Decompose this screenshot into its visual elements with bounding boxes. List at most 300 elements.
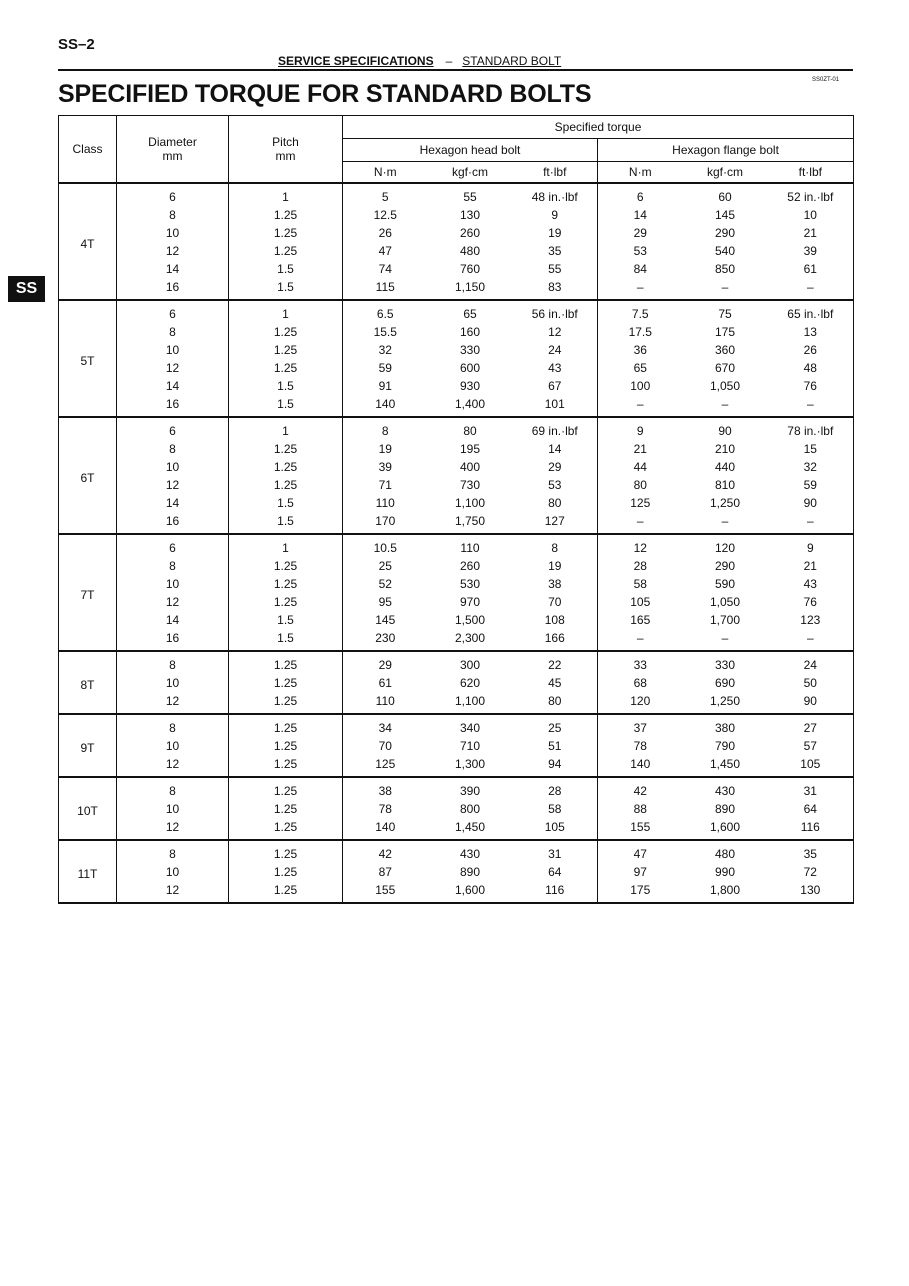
cell-head-nm: 52 [378,577,392,591]
cell-flange-kgfcm: 1,800 [709,883,741,897]
cell-head-ftlbf: 25 [513,714,598,737]
cell-flange-ftlbf: 61 [768,260,854,278]
cell-diameter: 16 [117,278,229,300]
cell-head-kgfcm: 1,100 [454,694,486,708]
table-row [59,714,854,737]
cell-pitch: 1 [229,534,343,557]
cell-head-kgfcm: 1,600 [454,883,486,897]
table-row [59,476,854,494]
cell-diameter: 16 [117,629,229,651]
cell-flange-nm: 88 [633,802,647,816]
cell-flange-ftlbf: 57 [768,737,854,755]
cell-flange-nm: 65 [633,361,647,375]
cell-diameter: 12 [117,818,229,840]
cell-flange-ftlbf: – [768,512,854,534]
class-group-8t [59,651,854,714]
cell-diameter: 6 [117,183,229,206]
cell-pitch: 1.5 [229,512,343,534]
cell-head-kgfcm: 55 [463,190,477,204]
cell-pitch: 1.25 [229,440,343,458]
class-cell: 7T [59,534,117,651]
cell-flange-kgfcm: 75 [718,307,732,321]
cell-head-kgfcm: 330 [459,343,481,357]
cell-pitch: 1.25 [229,593,343,611]
cell-diameter: 12 [117,593,229,611]
cell-head-kgfcm: 600 [459,361,481,375]
cell-flange-nm: 97 [633,865,647,879]
table-row [59,417,854,440]
cell-head-nm: 87 [378,865,392,879]
table-row [59,818,854,840]
cell-pitch: 1.25 [229,777,343,800]
cell-flange-nm: 125 [630,496,651,510]
cell-flange-nm: – [636,397,644,411]
cell-pitch: 1.25 [229,863,343,881]
cell-pitch: 1.25 [229,755,343,777]
cell-diameter: 8 [117,557,229,575]
header-rule [58,69,853,71]
cell-diameter: 10 [117,674,229,692]
cell-head-kgfcm: 160 [459,325,481,339]
header-class: Class [59,116,117,184]
cell-head-ftlbf: 22 [513,651,598,674]
cell-flange-kgfcm: 175 [714,325,736,339]
cell-flange-kgfcm: 120 [714,541,736,555]
cell-flange-ftlbf: 9 [768,534,854,557]
cell-head-nm: 47 [378,244,392,258]
cell-flange-ftlbf: – [768,629,854,651]
cell-head-kgfcm: 65 [463,307,477,321]
header-diameter-label: Diameter [148,135,197,149]
cell-head-nm: 70 [378,739,392,753]
cell-flange-nm: 53 [633,244,647,258]
cell-flange-kgfcm: 850 [714,262,736,276]
cell-flange-ftlbf: 35 [768,840,854,863]
cell-pitch: 1.25 [229,224,343,242]
cell-pitch: 1.5 [229,395,343,417]
cell-head-ftlbf: 166 [513,629,598,651]
cell-pitch: 1.25 [229,557,343,575]
cell-flange-kgfcm: 210 [714,442,736,456]
header-unit-nm-flange: N·m [628,165,652,179]
cell-head-ftlbf: 58 [513,800,598,818]
cell-flange-kgfcm: 145 [714,208,736,222]
cell-diameter: 16 [117,395,229,417]
table-row [59,458,854,476]
cell-diameter: 10 [117,575,229,593]
cell-flange-kgfcm: 990 [714,865,736,879]
cell-head-kgfcm: 1,500 [454,613,486,627]
cell-head-kgfcm: 340 [459,721,481,735]
cell-flange-kgfcm: 60 [718,190,732,204]
cell-pitch: 1.25 [229,651,343,674]
cell-pitch: 1.5 [229,377,343,395]
cell-flange-ftlbf: 78 in.·lbf [768,417,854,440]
table-row [59,395,854,417]
cell-head-kgfcm: 970 [459,595,481,609]
cell-flange-ftlbf: 27 [768,714,854,737]
cell-pitch: 1.5 [229,494,343,512]
cell-head-ftlbf: 55 [513,260,598,278]
cell-head-kgfcm: 2,300 [454,631,486,645]
cell-flange-kgfcm: – [721,280,729,294]
document-code: SS0ZT-01 [812,77,840,83]
cell-head-ftlbf: 64 [513,863,598,881]
cell-flange-ftlbf: 21 [768,224,854,242]
table-row [59,863,854,881]
cell-flange-kgfcm: 90 [718,424,732,438]
cell-flange-ftlbf: 105 [768,755,854,777]
cell-head-nm: 140 [375,397,396,411]
cell-flange-kgfcm: 1,600 [709,820,741,834]
cell-flange-kgfcm: 590 [714,577,736,591]
cell-head-ftlbf: 67 [513,377,598,395]
cell-flange-ftlbf: 48 [768,359,854,377]
cell-head-ftlbf: 127 [513,512,598,534]
cell-pitch: 1.5 [229,611,343,629]
header-separator: – [445,54,453,68]
cell-flange-ftlbf: – [768,278,854,300]
cell-flange-ftlbf: 43 [768,575,854,593]
cell-flange-nm: 100 [630,379,651,393]
cell-flange-nm: – [636,280,644,294]
cell-head-kgfcm: 130 [459,208,481,222]
table-row [59,359,854,377]
cell-head-nm: 12.5 [373,208,397,222]
cell-diameter: 8 [117,440,229,458]
table-row [59,323,854,341]
header-unit-ftlbf-flange: ft·lbf [768,162,854,184]
cell-flange-ftlbf: 64 [768,800,854,818]
class-group-7t [59,534,854,651]
cell-pitch: 1 [229,300,343,323]
subsection-title: STANDARD BOLT [462,54,562,68]
cell-flange-nm: 155 [630,820,651,834]
cell-head-kgfcm: 890 [459,865,481,879]
cell-diameter: 12 [117,692,229,714]
cell-diameter: 8 [117,323,229,341]
cell-diameter: 14 [117,494,229,512]
cell-head-ftlbf: 70 [513,593,598,611]
cell-flange-ftlbf: 76 [768,593,854,611]
cell-pitch: 1.25 [229,818,343,840]
cell-flange-kgfcm: 690 [714,676,736,690]
cell-pitch: 1.25 [229,881,343,903]
cell-head-ftlbf: 105 [513,818,598,840]
class-cell: 10T [59,777,117,840]
cell-head-kgfcm: 620 [459,676,481,690]
cell-flange-kgfcm: – [721,631,729,645]
cell-flange-nm: 21 [633,442,647,456]
cell-flange-kgfcm: 290 [714,226,736,240]
cell-flange-nm: 68 [633,676,647,690]
cell-head-kgfcm: 480 [459,244,481,258]
cell-head-kgfcm: 400 [459,460,481,474]
cell-pitch: 1.5 [229,629,343,651]
table-row [59,674,854,692]
cell-flange-ftlbf: 59 [768,476,854,494]
cell-pitch: 1.25 [229,458,343,476]
cell-flange-kgfcm: 1,250 [709,694,741,708]
cell-head-nm: 74 [378,262,392,276]
cell-head-nm: 8 [381,424,389,438]
header-specified-torque: Specified torque [343,116,854,139]
table-row [59,300,854,323]
header-pitch-unit: mm [275,149,296,163]
table-row [59,278,854,300]
cell-flange-ftlbf: 72 [768,863,854,881]
cell-flange-kgfcm: – [721,514,729,528]
cell-head-ftlbf: 19 [513,557,598,575]
cell-head-kgfcm: 1,300 [454,757,486,771]
cell-pitch: 1.25 [229,476,343,494]
header-diameter [117,116,229,184]
cell-diameter: 12 [117,242,229,260]
cell-head-nm: 32 [378,343,392,357]
class-cell: 8T [59,651,117,714]
cell-flange-ftlbf: 65 in.·lbf [768,300,854,323]
cell-flange-kgfcm: 290 [714,559,736,573]
cell-head-nm: 155 [375,883,396,897]
cell-head-ftlbf: 56 in.·lbf [513,300,598,323]
cell-pitch: 1.25 [229,714,343,737]
cell-diameter: 10 [117,800,229,818]
cell-head-kgfcm: 530 [459,577,481,591]
header-unit-kgfcm-flange: kgf·cm [707,165,743,179]
cell-head-nm: 95 [378,595,392,609]
cell-flange-nm: 12 [633,541,647,555]
cell-flange-nm: – [636,514,644,528]
table-row [59,611,854,629]
cell-head-kgfcm: 430 [459,847,481,861]
cell-flange-nm: 29 [633,226,647,240]
cell-flange-nm: 36 [633,343,647,357]
cell-head-nm: 6.5 [376,307,394,321]
cell-flange-nm: 14 [633,208,647,222]
table-row [59,377,854,395]
cell-pitch: 1.5 [229,260,343,278]
page-title: SPECIFIED TORQUE FOR STANDARD BOLTS [58,80,592,108]
table-row [59,575,854,593]
cell-flange-nm: 6 [636,190,644,204]
cell-head-kgfcm: 1,400 [454,397,486,411]
cell-flange-ftlbf: 90 [768,494,854,512]
cell-flange-ftlbf: 50 [768,674,854,692]
cell-flange-kgfcm: 360 [714,343,736,357]
cell-head-nm: 78 [378,802,392,816]
header-diameter-unit: mm [162,149,183,163]
cell-pitch: 1.25 [229,359,343,377]
class-group-11t [59,840,854,903]
cell-flange-kgfcm: 790 [714,739,736,753]
cell-diameter: 14 [117,260,229,278]
cell-flange-kgfcm: 540 [714,244,736,258]
cell-flange-ftlbf: 26 [768,341,854,359]
cell-flange-nm: 33 [633,658,647,672]
cell-head-kgfcm: 260 [459,226,481,240]
cell-head-nm: 26 [378,226,392,240]
cell-diameter: 8 [117,651,229,674]
cell-head-ftlbf: 31 [513,840,598,863]
cell-flange-kgfcm: 440 [714,460,736,474]
cell-head-nm: 19 [378,442,392,456]
cell-flange-kgfcm: 1,250 [709,496,741,510]
cell-diameter: 8 [117,777,229,800]
section-side-tab: SS [8,276,45,302]
cell-flange-ftlbf: 39 [768,242,854,260]
cell-head-ftlbf: 83 [513,278,598,300]
table-row [59,692,854,714]
cell-diameter: 10 [117,737,229,755]
cell-pitch: 1.25 [229,737,343,755]
cell-flange-kgfcm: 670 [714,361,736,375]
cell-diameter: 10 [117,224,229,242]
header-pitch [229,116,343,184]
cell-head-kgfcm: 730 [459,478,481,492]
class-group-4t [59,183,854,300]
table-row [59,260,854,278]
cell-head-ftlbf: 28 [513,777,598,800]
cell-head-nm: 145 [375,613,396,627]
cell-head-kgfcm: 1,150 [454,280,486,294]
cell-pitch: 1.25 [229,206,343,224]
table-row [59,755,854,777]
cell-flange-nm: 105 [630,595,651,609]
cell-head-ftlbf: 19 [513,224,598,242]
cell-pitch: 1.25 [229,341,343,359]
cell-flange-nm: 42 [633,784,647,798]
cell-flange-kgfcm: 430 [714,784,736,798]
cell-pitch: 1.25 [229,800,343,818]
class-cell: 5T [59,300,117,417]
cell-flange-nm: 58 [633,577,647,591]
cell-diameter: 16 [117,512,229,534]
class-cell: 9T [59,714,117,777]
cell-head-ftlbf: 43 [513,359,598,377]
cell-flange-ftlbf: 116 [768,818,854,840]
torque-table [58,115,854,904]
table-row [59,183,854,206]
cell-flange-ftlbf: 90 [768,692,854,714]
class-group-9t [59,714,854,777]
table-row [59,881,854,903]
cell-head-nm: 110 [375,694,395,708]
header-unit-kgfcm: kgf·cm [452,165,488,179]
cell-head-kgfcm: 260 [459,559,481,573]
cell-head-kgfcm: 760 [459,262,481,276]
cell-flange-ftlbf: 13 [768,323,854,341]
cell-head-kgfcm: 710 [459,739,481,753]
table-row [59,777,854,800]
cell-head-nm: 29 [378,658,392,672]
cell-flange-ftlbf: 52 in.·lbf [768,183,854,206]
table-row [59,737,854,755]
cell-flange-nm: 165 [630,613,651,627]
cell-flange-kgfcm: 330 [714,658,736,672]
cell-diameter: 6 [117,300,229,323]
cell-flange-nm: 140 [630,757,651,771]
table-row [59,629,854,651]
header-pitch-label: Pitch [272,135,299,149]
cell-head-nm: 115 [375,280,395,294]
section-title: SERVICE SPECIFICATIONS [278,54,434,68]
table-row [59,242,854,260]
cell-head-nm: 125 [375,757,396,771]
cell-head-ftlbf: 51 [513,737,598,755]
cell-head-ftlbf: 8 [513,534,598,557]
cell-flange-kgfcm: – [721,397,729,411]
cell-head-ftlbf: 24 [513,341,598,359]
cell-head-ftlbf: 69 in.·lbf [513,417,598,440]
cell-pitch: 1.25 [229,242,343,260]
cell-flange-ftlbf: 76 [768,377,854,395]
table-row [59,534,854,557]
class-group-5t [59,300,854,417]
cell-head-ftlbf: 108 [513,611,598,629]
cell-pitch: 1.25 [229,840,343,863]
cell-head-nm: 10.5 [373,541,397,555]
cell-head-kgfcm: 800 [459,802,481,816]
cell-head-nm: 39 [378,460,392,474]
cell-diameter: 6 [117,417,229,440]
cell-head-ftlbf: 116 [513,881,598,903]
class-cell: 4T [59,183,117,300]
cell-head-nm: 25 [378,559,392,573]
cell-head-ftlbf: 9 [513,206,598,224]
cell-diameter: 12 [117,476,229,494]
table-row [59,557,854,575]
cell-head-ftlbf: 80 [513,692,598,714]
cell-head-kgfcm: 1,450 [454,820,486,834]
cell-flange-nm: 120 [630,694,651,708]
cell-flange-ftlbf: – [768,395,854,417]
cell-head-ftlbf: 45 [513,674,598,692]
cell-head-nm: 42 [378,847,392,861]
header-unit-nm: N·m [343,162,428,184]
running-header [278,54,561,68]
cell-head-kgfcm: 300 [459,658,481,672]
cell-diameter: 8 [117,206,229,224]
cell-head-ftlbf: 48 in.·lbf [513,183,598,206]
cell-flange-nm: 44 [633,460,647,474]
cell-flange-ftlbf: 15 [768,440,854,458]
cell-flange-nm: 17.5 [628,325,652,339]
cell-flange-nm: 28 [633,559,647,573]
table-row [59,512,854,534]
cell-head-nm: 59 [378,361,392,375]
cell-diameter: 12 [117,881,229,903]
cell-flange-kgfcm: 1,050 [709,379,741,393]
cell-diameter: 12 [117,359,229,377]
class-cell: 6T [59,417,117,534]
cell-head-ftlbf: 14 [513,440,598,458]
cell-flange-nm: 37 [633,721,647,735]
cell-diameter: 10 [117,341,229,359]
cell-head-kgfcm: 110 [460,541,480,555]
cell-head-ftlbf: 35 [513,242,598,260]
class-group-10t [59,777,854,840]
cell-head-nm: 140 [375,820,396,834]
cell-head-nm: 170 [375,514,396,528]
cell-head-ftlbf: 12 [513,323,598,341]
cell-head-kgfcm: 1,750 [454,514,486,528]
class-cell: 11T [59,840,117,903]
cell-head-nm: 15.5 [373,325,397,339]
cell-flange-ftlbf: 31 [768,777,854,800]
cell-flange-ftlbf: 130 [768,881,854,903]
cell-flange-nm: – [636,631,644,645]
page-number: SS–2 [58,36,95,53]
